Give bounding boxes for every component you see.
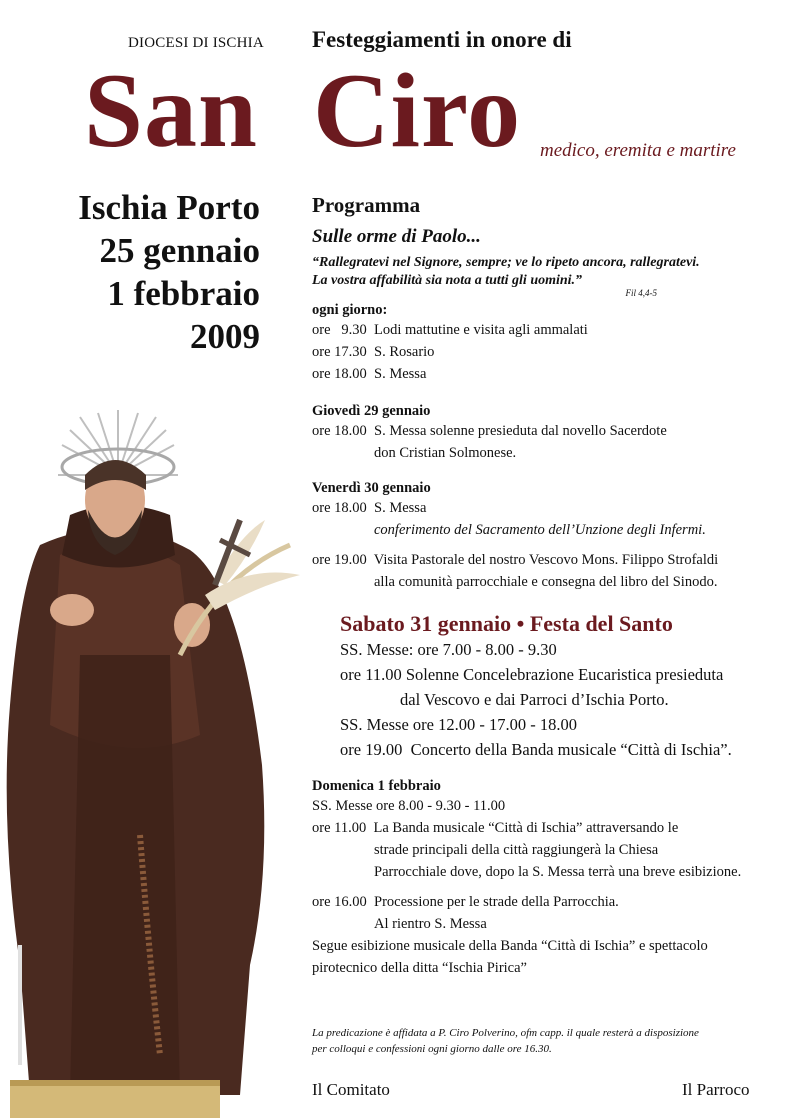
domenica-line: strade principali della città raggiungerà la Chiesa [374, 842, 659, 858]
place: Ischia Porto [78, 188, 260, 227]
domenica-line: Segue esibizione musicale della Banda “Città di Ischia” e spettacolo [312, 938, 708, 954]
scripture-quote [312, 254, 792, 290]
footer-note-line-2: per colloqui e confessioni ogni giorno dalle ore 16.30. [312, 1043, 552, 1055]
venerdi-line: ore 18.00 S. Messa [312, 500, 427, 516]
diocesi-label: DIOCESI DI ISCHIA [128, 35, 264, 51]
sabato-line: SS. Messe ore 12.00 - 17.00 - 18.00 [340, 715, 577, 734]
place-dates [78, 186, 260, 358]
schedule-item: ore 17.30 S. Rosario [312, 344, 435, 360]
sabato-title: Sabato 31 gennaio • Festa del Santo [340, 611, 673, 636]
quote-line-1: “Rallegratevi nel Signore, sempre; ve lo ripeto ancora, rallegratevi. [312, 255, 700, 270]
domenica-line: ore 16.00 Processione per le strade della Parrocchia. [312, 894, 619, 910]
domenica-line: ore 11.00 La Banda musicale “Città di Ischia” attraversando le [312, 820, 679, 836]
sabato-block [340, 637, 792, 762]
date-end: 1 febbraio [107, 274, 260, 313]
domenica-line: SS. Messe ore 8.00 - 9.30 - 11.00 [312, 798, 506, 814]
ogni-giorno-title: ogni giorno: [312, 302, 388, 318]
schedule-item: ore 9.30 Lodi mattutine e visita agli ammalati [312, 322, 588, 338]
domenica-title: Domenica 1 febbraio [312, 778, 441, 794]
festeggiamenti-heading: Festeggiamenti in onore di [312, 27, 572, 52]
schedule-item: ore 18.00 S. Messa [312, 366, 427, 382]
program-content [312, 193, 792, 979]
program-motto: Sulle orme di Paolo... [312, 226, 481, 247]
domenica-line: pirotecnico della ditta “Ischia Pirica” [312, 960, 527, 976]
giovedi-title: Giovedì 29 gennaio [312, 403, 431, 419]
venerdi-line: alla comunità parrocchiale e consegna del libro del Sinodo. [374, 574, 718, 590]
sabato-line: ore 19.00 Concerto della Banda musicale “Città di Ischia”. [340, 740, 732, 759]
sabato-line: ore 11.00 Solenne Concelebrazione Eucaristica presieduta [340, 665, 724, 684]
domenica-line: Parrocchiale dove, dopo la S. Messa terrà una breve esibizione. [374, 864, 742, 880]
year: 2009 [190, 317, 260, 356]
footer-note [312, 1025, 772, 1057]
signature-parroco: Il Parroco [682, 1080, 750, 1099]
venerdi-title: Venerdì 30 gennaio [312, 480, 431, 496]
title-ciro: Ciro [313, 52, 522, 169]
saint-statue-image [0, 405, 300, 1118]
title-san: San [84, 52, 258, 169]
sabato-line: dal Vescovo e dai Parroci d’Ischia Porto. [400, 690, 669, 709]
quote-citation: Fil 4,4-5 [625, 288, 657, 298]
venerdi-line: conferimento del Sacramento dell’Unzione degli Infermi. [374, 522, 706, 538]
giovedi-line: don Cristian Solmonese. [374, 445, 517, 461]
domenica-line: Al rientro S. Messa [374, 916, 487, 932]
venerdi-line: ore 19.00 Visita Pastorale del nostro Vescovo Mons. Filippo Strofaldi [312, 552, 719, 568]
footer-note-line-1: La predicazione è affidata a P. Ciro Polverino, ofm capp. il quale resterà a disposizione [312, 1027, 699, 1039]
date-start: 25 gennaio [99, 231, 260, 270]
quote-line-2: La vostra affabilità sia nota a tutti gli uomini.” [312, 273, 583, 288]
giovedi-line: ore 18.00 S. Messa solenne presieduta dal novello Sacerdote [312, 423, 667, 439]
signature-comitato: Il Comitato [312, 1080, 390, 1099]
sabato-line: SS. Messe: ore 7.00 - 8.00 - 9.30 [340, 640, 557, 659]
program-title: Programma [312, 193, 421, 217]
subtitle: medico, eremita e martire [540, 140, 736, 161]
